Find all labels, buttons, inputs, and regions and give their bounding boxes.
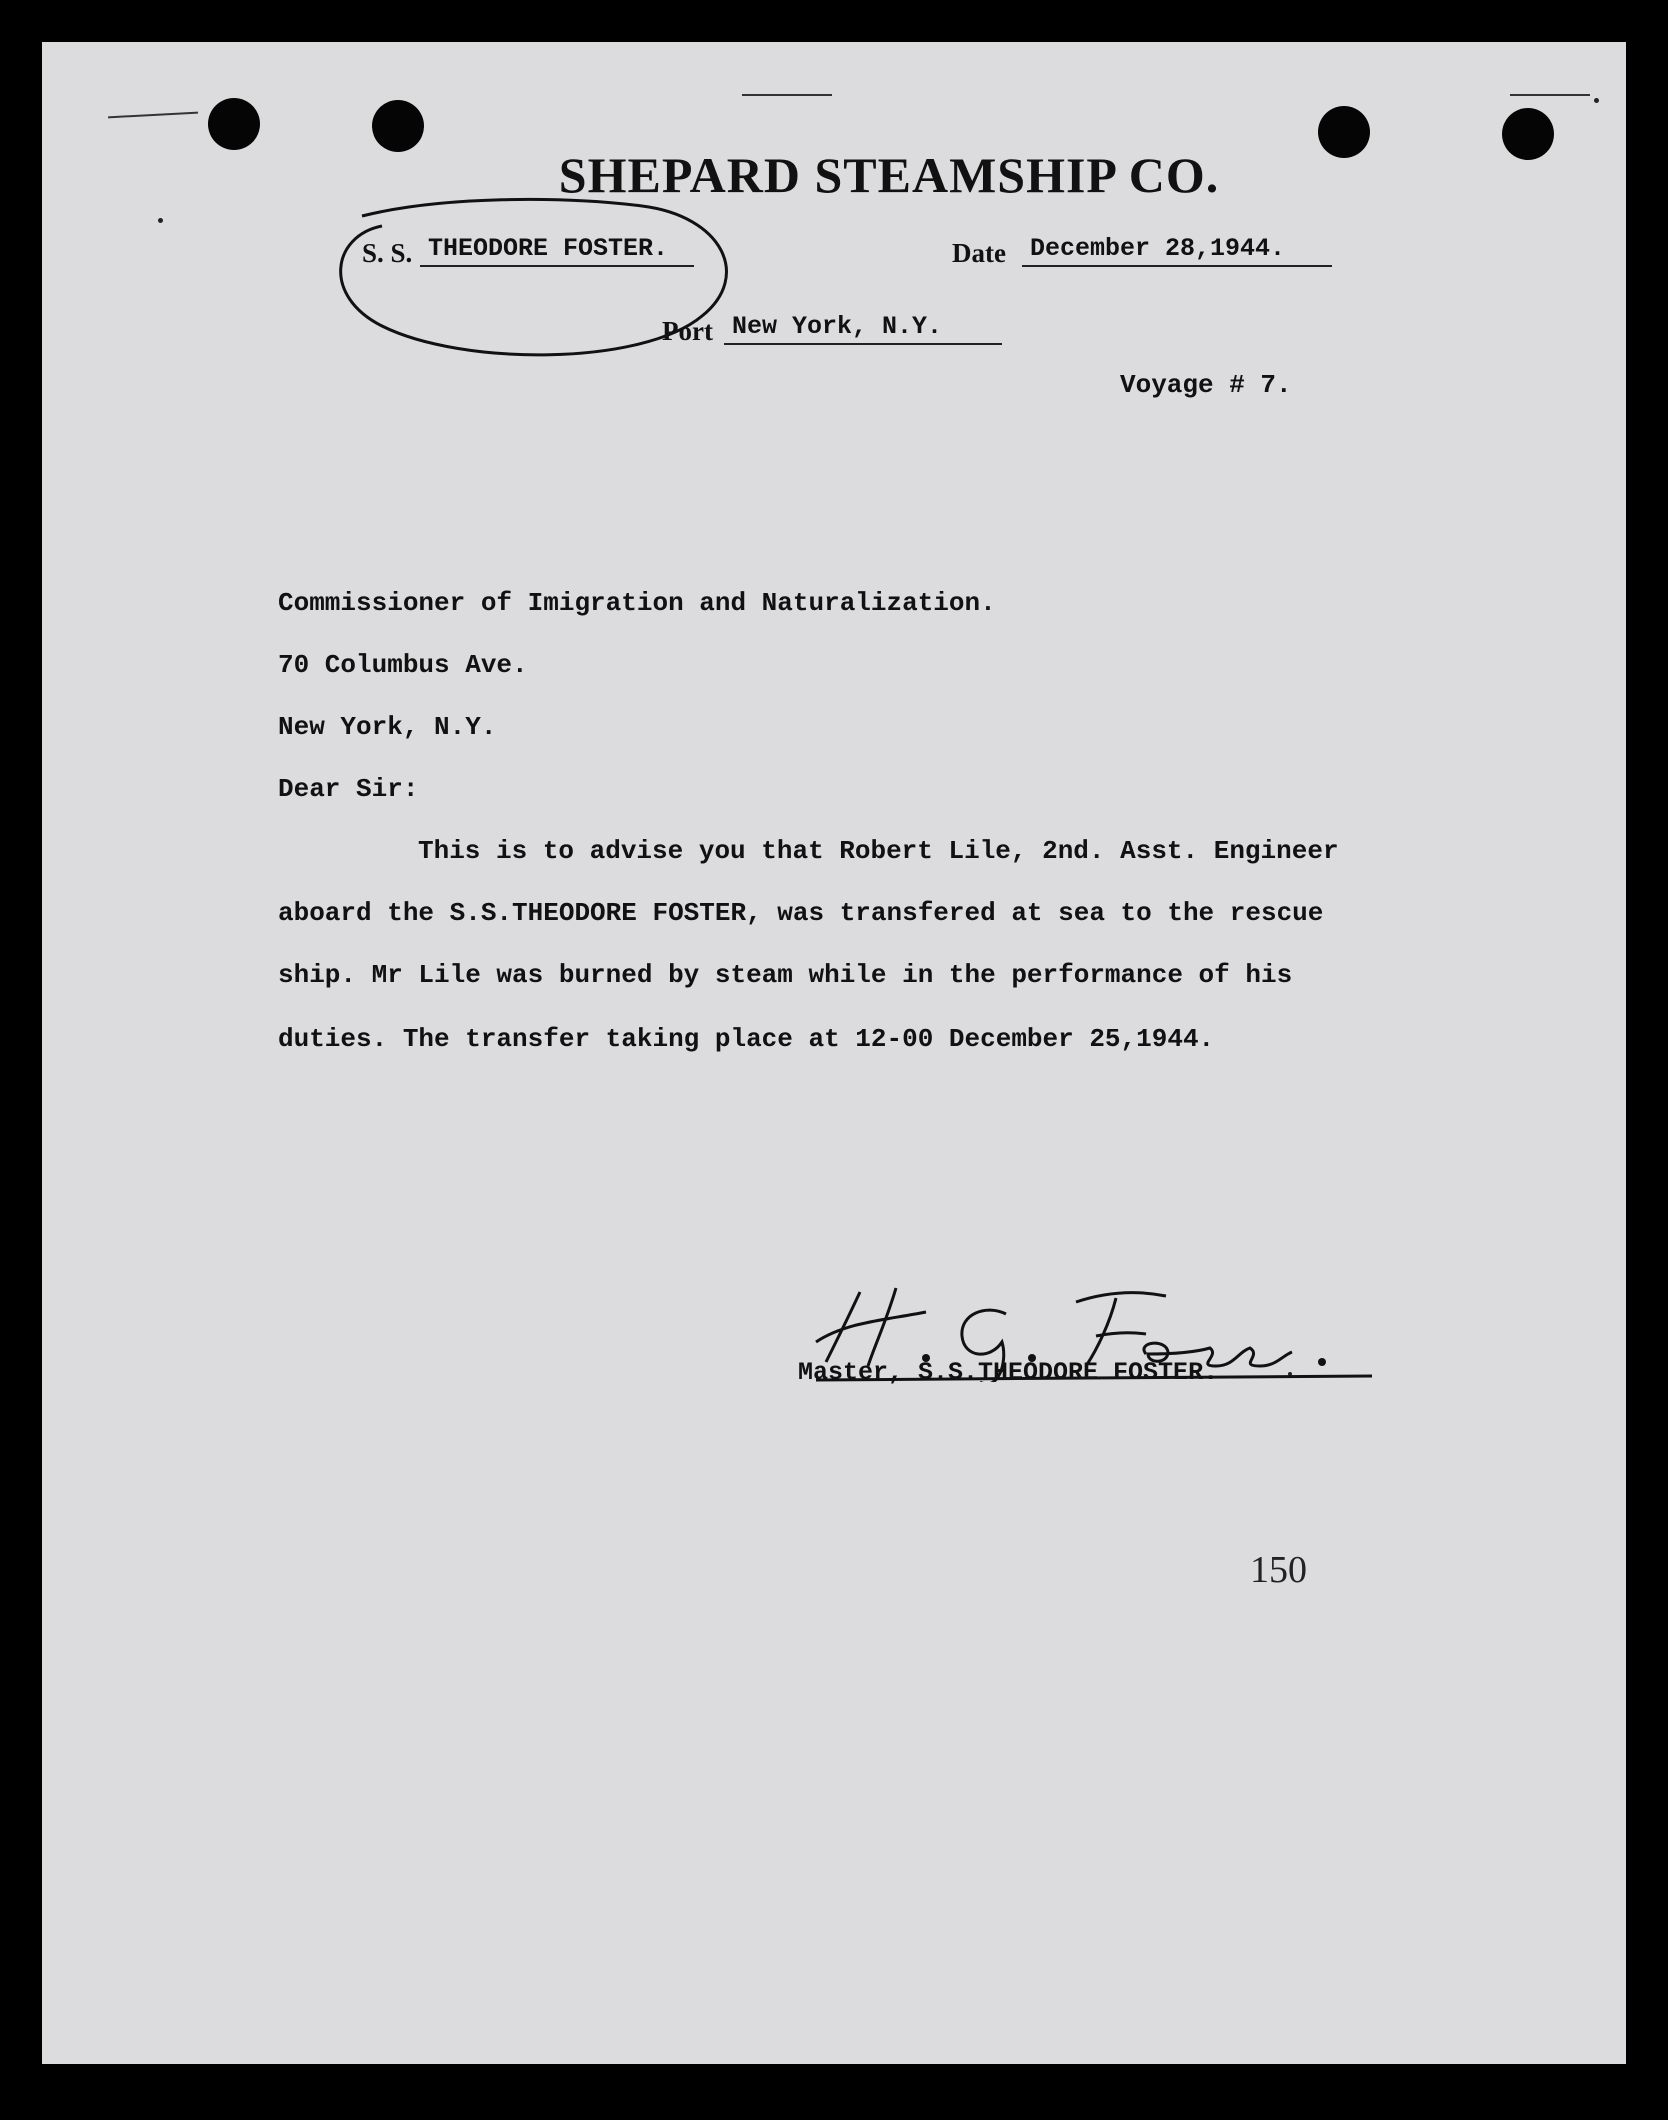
- page-number: 150: [1250, 1549, 1307, 1591]
- salutation: Dear Sir:: [278, 774, 419, 804]
- scan-speck: [1594, 98, 1599, 103]
- ship-name-field: THEODORE FOSTER.: [420, 234, 694, 267]
- signature-caption: Master, S.S.THEODORE FOSTER.: [798, 1358, 1219, 1387]
- scan-mark: [108, 112, 198, 119]
- document-page: [42, 42, 1626, 2064]
- recipient-line-2: 70 Columbus Ave.: [278, 650, 528, 680]
- body-line-2: aboard the S.S.THEODORE FOSTER, was transfered at sea to the rescue: [278, 898, 1324, 928]
- punch-hole: [208, 98, 260, 150]
- scan-mark: [742, 94, 832, 96]
- body-line-3: ship. Mr Lile was burned by steam while in the performance of his: [278, 960, 1293, 990]
- recipient-line-1: Commissioner of Imigration and Naturalization.: [278, 588, 996, 618]
- date-field: December 28,1944.: [1022, 234, 1332, 267]
- scan-mark: [1510, 94, 1590, 96]
- body-line-4: duties. The transfer taking place at 12-00 December 25,1944.: [278, 1024, 1215, 1054]
- recipient-line-3: New York, N.Y.: [278, 712, 497, 742]
- punch-hole: [372, 100, 424, 152]
- voyage-number: Voyage # 7.: [1120, 370, 1292, 400]
- scan-speck: [158, 218, 163, 223]
- body-line-1: This is to advise you that Robert Lile, 2nd. Asst. Engineer: [418, 836, 1339, 866]
- ship-label: S. S.: [362, 238, 413, 268]
- date-label: Date: [952, 238, 1006, 268]
- company-letterhead: SHEPARD STEAMSHIP CO.: [558, 147, 1220, 203]
- port-field: New York, N.Y.: [724, 312, 1002, 345]
- port-label: Port: [662, 316, 713, 346]
